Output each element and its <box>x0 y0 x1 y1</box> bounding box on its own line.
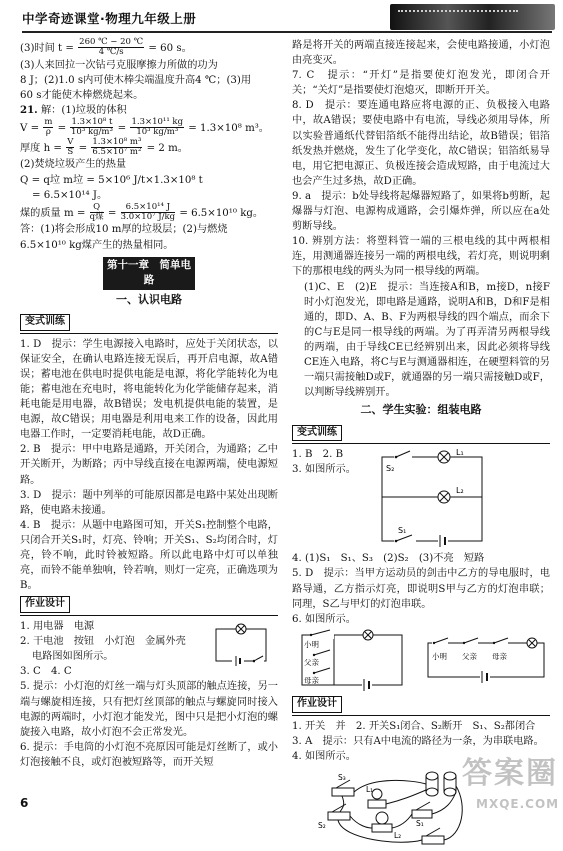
answer-item: 5. D 提示：当甲方运动员的剑击中乙方的导电服时，电路导通，乙方指示灯亮，即说明S甲与乙方的灯泡串联；同理，S乙与甲灯的灯泡串联。 <box>292 568 550 610</box>
switch-s1-label: S₁ <box>398 526 407 536</box>
flashlight-circuit-diagram <box>210 623 272 667</box>
answer-item: 3. D 提示：题中列举的可能原因都是电路中某处出现断路，使电路未接通。 <box>20 489 278 516</box>
tag-row <box>292 693 550 716</box>
answer-line: (3)时间 t = $\frac{260 ℃ - 20 ℃}{4 ℃/s}$ = 60 s。 <box>20 37 192 58</box>
family-circuit-diagram-b <box>424 635 548 685</box>
answer-line: (3)人来回拉一次钻弓克服摩擦力所做的功为 <box>20 59 218 71</box>
label-xiaoming: 小明 <box>432 651 447 661</box>
switch-s1-label: S₁ <box>416 818 424 828</box>
page-header <box>0 0 563 40</box>
switch-s3-label: S₃ <box>338 772 346 782</box>
switch-s2-label: S₂ <box>386 464 395 474</box>
answer-item: 4. B 提示：从题中电路图可知，开关S₁控制整个电路，只闭合开关S₁时，灯亮、铃响；开关S₁、S₂均闭合时，灯亮，铃不响，此时铃被短路。所以此电路中灯可以单独亮，而铃不能单独响，铃若响，则灯一定亮，正确选项为B。 <box>20 519 278 592</box>
answer-item: 2. 干电池 按钮 小灯泡 金属外壳 <box>20 636 186 648</box>
answer-item: 7. C 提示：“开灯”是指要使灯泡发光，即闭合开关；“关灯”是指要使灯泡熄灭，即断开开关。 <box>292 70 550 97</box>
answer-item: 3. A 提示：只有A中电流的路径为一条，为串联电路。 <box>292 735 544 747</box>
answer-item: 1. 用电器 电源 <box>20 621 95 633</box>
header-rule <box>22 31 552 33</box>
answer-item: 5. 提示：小灯泡的灯丝一端与灯头顶部的触点连接，另一端与螺旋相连接，只有把灯丝顶部的触点与螺旋同时接入电源的两端时，小灯泡才能发光，图中只是把小灯泡的螺旋接入电路，故小灯泡不会正常发光。 <box>20 681 278 738</box>
answer-21-heading: 21. 解：(1)垃圾的体积 <box>20 103 127 116</box>
answer-line: (2)焚烧垃圾产生的热量 <box>20 159 127 171</box>
lamp-l1-label: L₁ <box>366 784 374 794</box>
heat-formula-result: = 6.5×10¹⁴ J。 <box>32 189 108 201</box>
physical-circuit-drawing <box>312 766 482 848</box>
volume-formula: V = $\frac{m}{\rho}$ = $\frac{\text{1.3×10⁸ t}}{\text{10³ kg/m³}}$ = $\frac{\text{1.3×10¹¹ kg}}{\text{10³ kg/m³}}$ = 1.3×10⁸ m³。 <box>20 117 269 138</box>
tag-row <box>20 593 278 616</box>
label-mother: 母亲 <box>492 651 507 661</box>
answer-line: 6.5×10¹⁰ kg煤产生的热量相同。 <box>20 239 174 251</box>
watermark-logo: 答案圈 MXQE.COM <box>462 756 560 812</box>
family-circuit-diagram-a <box>294 629 412 691</box>
exercise-tag: 变式训练 <box>20 314 70 331</box>
lamp-l2-label: L₂ <box>394 830 402 840</box>
section-title: 一、认识电路 <box>116 292 182 306</box>
label-mother: 母亲 <box>304 675 319 685</box>
answer-item: 3. 如图所示。 <box>292 464 356 476</box>
coal-formula: 煤的质量 m = $\frac{Q}{\text{q煤}}$ = $\frac{\text{6.5×10¹⁴ J}}{\text{3.0×10⁷ J/kg}}$ = 6.5×10¹⁰ kg。 <box>20 201 264 223</box>
chapter-title: 第十一章 简单电路 <box>103 257 195 290</box>
homework-tag: 作业设计 <box>292 696 342 713</box>
heat-formula: Q = q垃 m垃 = 5×10⁶ J/t×1.3×10⁸ t <box>20 174 203 186</box>
label-father: 父亲 <box>304 657 319 667</box>
label-father: 父亲 <box>462 651 477 661</box>
label-xiaoming: 小明 <box>304 639 319 649</box>
answer-item: 4. 如图所示。 <box>292 750 356 762</box>
answer-item: 1. D 提示：学生电源接入电路时，应处于关闭状态，以保证安全，在确认电路连接无误后，再开启电源，故A错误；蓄电池在供电时提供电能是电源，将化学能转化为电能；蓄电池在充电时，将电能转化为化学能储存起来，消耗电能是用电器，故B错误；发电机提供电能的装置，是电源，故C错误；用电器是利用电来工作的设备，因此用电器工作时，一定要消耗电能，故D正确。 <box>20 338 278 441</box>
answer-item: 6. 提示：手电筒的小灯泡不亮原因可能是灯丝断了，或小灯泡接触不良，或灯泡被短路等，而开关短 <box>20 741 278 768</box>
switch-s2-label: S₂ <box>318 820 326 830</box>
right-column <box>292 38 550 851</box>
answer-line: 8 J；(2)1.0 s内可使木棒尖端温度升高4 ℃；(3)用 <box>20 74 252 86</box>
homework-tag: 作业设计 <box>20 596 70 613</box>
thickness-formula: 厚度 h = $\frac{V}{S}$ = $\frac{\text{1.3×10⁸ m³}}{\text{6.5×10⁷ m²}}$ = 2 m。 <box>20 136 188 158</box>
answer-item: 9. a 提示：b处导线将起爆器短路了，如果将b剪断，起爆器与灯泡、电源构成通路，会引爆炸弹，所以应在a处剪断导线。 <box>292 190 550 233</box>
answer-item: 6. 如图所示。 <box>292 613 356 625</box>
answer-item: 电路图如图所示。 <box>32 651 114 663</box>
figure-6-block <box>292 627 550 693</box>
section-title: 二、学生实验：组装电路 <box>360 403 482 417</box>
homework-block <box>20 619 278 770</box>
tag-row <box>292 422 550 445</box>
fraction: $\frac{260 ℃ - 20 ℃}{4 ℃/s}$ <box>79 37 144 58</box>
answer-item: 路是将开关的两端直接连接起来，会使电路接通，小灯泡由亮变灭。 <box>292 40 550 67</box>
answer-item: 1. 开关 并 2. 开关S₁闭合、S₂断开 S₁、S₂都闭合 <box>292 720 536 732</box>
answer-item: 4. (1)S₁ S₁、S₃ (2)S₂ (3)不亮 短路 <box>292 553 485 565</box>
answer-item: 2. B 提示：甲中电路是通路，开关闭合，为通路；乙中开关断开，为断路；丙中导线直接在电源两端，使电源短路。 <box>20 444 278 486</box>
answer-item: 1. B 2. B <box>292 449 344 461</box>
answer-line: 答：(1)将会形成10 m厚的垃圾层；(2)与燃烧 <box>20 224 228 236</box>
answer-item: (1)C、E (2)E 提示：当连接A和B，m接D，n接F时小灯泡发光，即电路是通路，说明A和B，D和F是相通的，即D、A、B、F为两根导线的四个端点，而余下的C与E是同一根导线的两端。为了再弄清另两根导线的两端，由于导线CE已经辨别出来，因此必须将导线CE连入电路，将C与E与测通器相连，在硬塑料管的另一端只需接触D或F，就通器的另一端只需接触D或F，以判断导线辨别开。 <box>304 281 550 399</box>
book-title: 中学奇迹课堂·物理九年级上册 <box>22 11 197 26</box>
answer-item: 3. C 4. C <box>20 666 72 678</box>
header-banner-image <box>390 4 555 30</box>
answer-line: 60 s才能使木棒燃烧起来。 <box>20 89 144 101</box>
lamp-l1-label: L₁ <box>456 448 464 458</box>
left-column <box>20 38 278 770</box>
answer-item: 8. D 提示：要连通电路应将电源的正、负极接入电路中，故A错误；要使电路中有电流，导线必须用导体，所以实验普通纸代替铝箔纸不能得出结论，故B错误；铝箔纸发热并燃烧，发生了化学变化，故C错误；铝箔纸易导电，用它把电源正、负极连接会造成短路，由于电流过大也会产生过多热，故D正确。 <box>292 100 550 187</box>
lamp-l2-label: L₂ <box>456 486 464 496</box>
exercise-tag: 变式训练 <box>292 425 342 442</box>
tag-row <box>20 311 278 334</box>
answer-item: 10. 辨别方法：将塑料管一端的三根电线的其中两根相连，用测通器连接另一端的两根电线，若灯亮，则说明剩下的那根电线的两头为同一根导线的两端。 <box>292 236 550 278</box>
figure-3-block <box>292 447 550 551</box>
parallel-circuit-diagram <box>372 449 492 549</box>
page-number: 6 <box>20 796 29 810</box>
